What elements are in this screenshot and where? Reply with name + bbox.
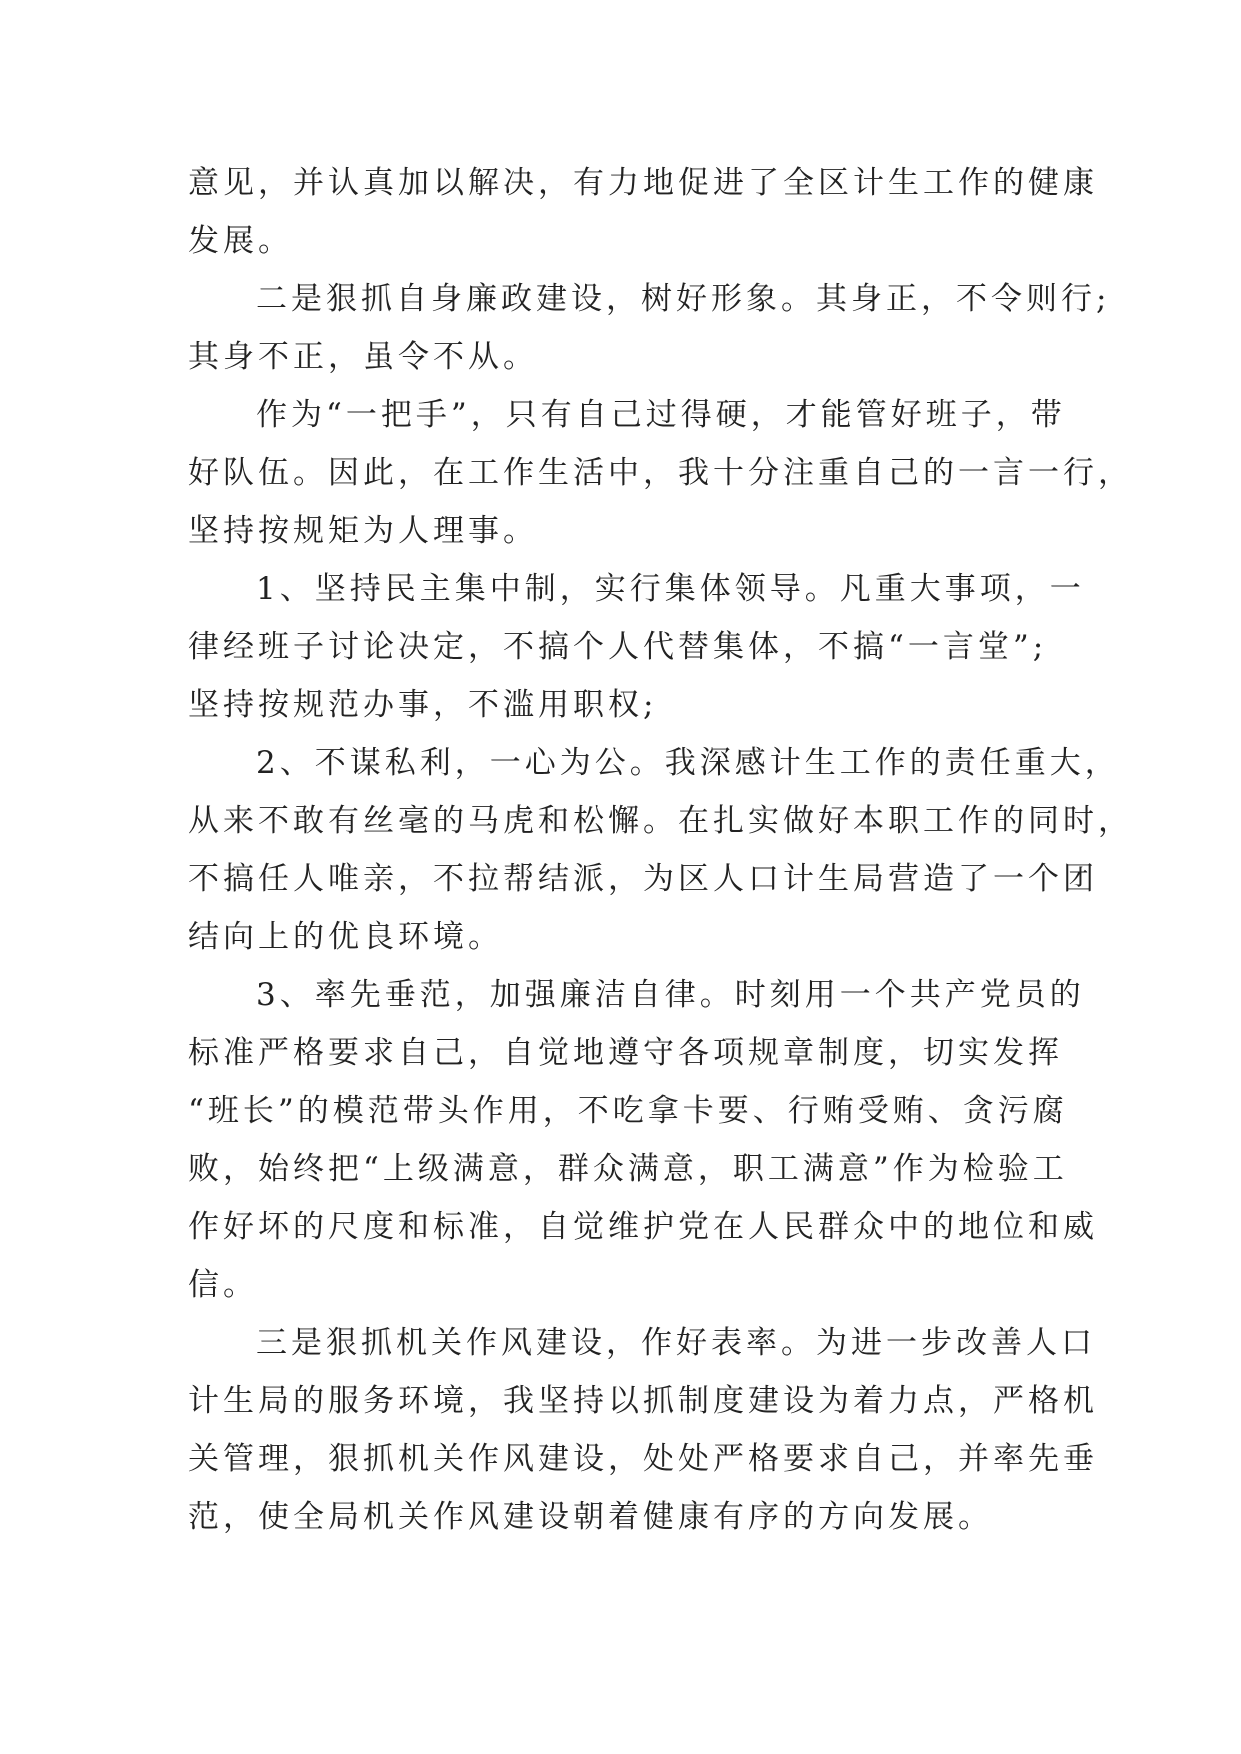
text-line: 意见，并认真加以解决，有力地促进了全区计生工作的健康 bbox=[188, 165, 1098, 201]
text-line: 从来不敢有丝毫的马虎和松懈。在扎实做好本职工作的同时， bbox=[188, 803, 1133, 839]
text-line: 关管理，狠抓机关作风建设，处处严格要求自己，并率先垂 bbox=[188, 1441, 1098, 1477]
paragraph-start-line: 2、不谋私利，一心为公。我深感计生工作的责任重大， bbox=[256, 745, 1120, 781]
text-line: 计生局的服务环境，我坚持以抓制度建设为着力点，严格机 bbox=[188, 1383, 1098, 1419]
text-line: 发展。 bbox=[188, 223, 293, 259]
paragraph-start-line: 3、率先垂范，加强廉洁自律。时刻用一个共产党员的 bbox=[256, 977, 1085, 1013]
text-line: 坚持按规范办事，不滥用职权; bbox=[188, 687, 658, 723]
text-line: 其身不正，虽令不从。 bbox=[188, 339, 538, 375]
paragraph-start-line: 三是狠抓机关作风建设，作好表率。为进一步改善人口 bbox=[256, 1325, 1096, 1361]
paragraph-start-line: 1、坚持民主集中制，实行集体领导。凡重大事项，一 bbox=[256, 571, 1085, 607]
text-line: 信。 bbox=[188, 1267, 258, 1303]
text-line: 坚持按规矩为人理事。 bbox=[188, 513, 538, 549]
text-line: 范，使全局机关作风建设朝着健康有序的方向发展。 bbox=[188, 1499, 993, 1535]
paragraph-start-line: 二是狠抓自身廉政建设，树好形象。其身正，不令则行; bbox=[256, 281, 1111, 317]
paragraph-start-line: 作为“一把手”，只有自己过得硬，才能管好班子，带 bbox=[256, 397, 1066, 433]
text-line: 结向上的优良环境。 bbox=[188, 919, 503, 955]
text-line: 不搞任人唯亲，不拉帮结派，为区人口计生局营造了一个团 bbox=[188, 861, 1098, 897]
document-body bbox=[188, 154, 1133, 1546]
text-line: “班长”的模范带头作用，不吃拿卡要、行贿受贿、贪污腐 bbox=[188, 1093, 1068, 1129]
text-line: 标准严格要求自己，自觉地遵守各项规章制度，切实发挥 bbox=[188, 1035, 1063, 1071]
text-line: 作好坏的尺度和标准，自觉维护党在人民群众中的地位和威 bbox=[188, 1209, 1098, 1245]
text-line: 律经班子讨论决定，不搞个人代替集体，不搞“一言堂”; bbox=[188, 629, 1048, 665]
text-line: 败，始终把“上级满意，群众满意，职工满意”作为检验工 bbox=[188, 1151, 1068, 1187]
text-line: 好队伍。因此，在工作生活中，我十分注重自己的一言一行， bbox=[188, 455, 1133, 491]
